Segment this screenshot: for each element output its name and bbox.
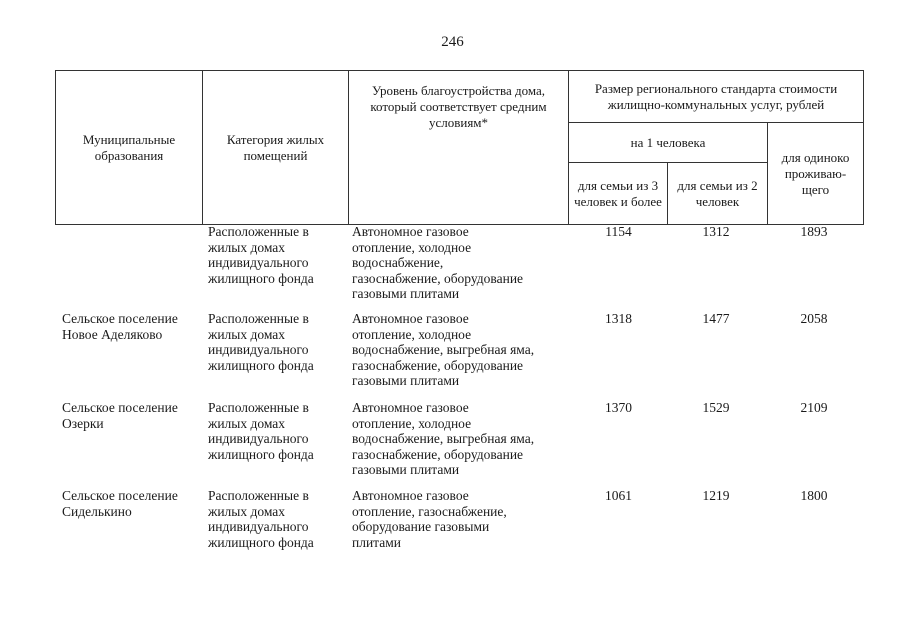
cell-category (208, 488, 343, 550)
cell-category-line: жилых домах (208, 239, 286, 255)
cell-category-line: индивидуального (208, 255, 309, 270)
cell-family3-value: 1061 (605, 488, 632, 503)
cell-level-line: отопление, холодное (352, 239, 472, 255)
cell-category-line: жилищного фонда (208, 446, 314, 462)
header-family3: для семьи из 3 человек и более (569, 163, 668, 225)
cell-level-line: плитами (352, 534, 402, 550)
cell-level (352, 224, 567, 302)
cell-level-line: газоснабжение, оборудование (352, 270, 524, 286)
header-municipality: Муниципальные образования (56, 71, 203, 225)
header-single: для одиноко проживаю-щего (768, 123, 864, 225)
cell-level-line: водоснабжение, выгребная яма, (352, 342, 535, 357)
cell-category-line: жилищного фонда (208, 357, 314, 373)
cell-single-value: 1893 (800, 224, 828, 239)
cell-family3-value: 1154 (605, 224, 632, 239)
table-row (55, 400, 865, 484)
cell-level-line: водоснабжение, выгребная яма, (352, 431, 535, 446)
cell-municipality-line: Озерки (62, 415, 104, 431)
cell-level-line: газовыми плитами (352, 286, 460, 301)
cell-category-line: Расположенные в (208, 224, 309, 239)
cell-level (352, 400, 567, 478)
table-header (55, 70, 864, 225)
cell-category-line: жилых домах (208, 415, 286, 431)
cell-family2-value: 1477 (702, 311, 730, 326)
table-row (55, 311, 865, 395)
cell-category-line: индивидуального (208, 519, 309, 534)
cell-municipality-line: Сельское поселение (62, 311, 178, 326)
cell-level-line: газовыми плитами (352, 373, 460, 388)
cell-level-line: отопление, холодное (352, 326, 472, 342)
cell-category-line: Расположенные в (208, 400, 309, 415)
header-per-person: на 1 человека (569, 123, 768, 163)
table-row (55, 224, 865, 306)
header-level: Уровень благоустройства дома, который соответствует средним условиям* (349, 71, 569, 225)
cell-category-line: жилищного фонда (208, 270, 314, 286)
cell-municipality (62, 400, 207, 431)
cell-single-value: 1800 (800, 488, 828, 503)
cell-level-line: Автономное газовое (352, 224, 469, 239)
cell-category (208, 311, 343, 373)
cell-single-value: 2109 (800, 400, 828, 415)
cell-level-line: Автономное газовое (352, 400, 469, 415)
page-number: 246 (441, 34, 464, 50)
cell-level-line: газовыми плитами (352, 462, 460, 477)
cell-municipality (62, 488, 207, 519)
cell-category-line: индивидуального (208, 342, 309, 357)
cell-family3-value: 1370 (605, 400, 632, 415)
cell-level-line: оборудование газовыми (352, 519, 490, 534)
header-category: Категория жилых помещений (203, 71, 349, 225)
cell-level-line: отопление, газоснабжение, (352, 503, 507, 519)
cell-category (208, 400, 343, 462)
cell-category-line: жилых домах (208, 326, 286, 342)
cell-family2-value: 1219 (702, 488, 730, 503)
cell-family2-value: 1312 (702, 224, 730, 239)
cell-municipality (62, 311, 207, 342)
cell-single-value: 2058 (800, 311, 828, 326)
cell-category-line: Расположенные в (208, 311, 309, 326)
cell-category-line: индивидуального (208, 431, 309, 446)
cell-family2-value: 1529 (702, 400, 730, 415)
cell-category-line: жилых домах (208, 503, 286, 519)
cell-level-line: газоснабжение, оборудование (352, 446, 524, 462)
cell-level (352, 311, 567, 389)
header-standard-size: Размер регионального стандарта стоимости жилищно-коммунальных услуг, рублей (569, 71, 864, 123)
cell-level-line: газоснабжение, оборудование (352, 357, 524, 373)
cell-level-line: водоснабжение, (352, 255, 444, 270)
cell-category-line: Расположенные в (208, 488, 309, 503)
table-row (55, 488, 865, 568)
cell-level-line: Автономное газовое (352, 488, 469, 503)
cell-family3-value: 1318 (605, 311, 632, 326)
cell-municipality-line: Сельское поселение (62, 400, 178, 415)
header-family2: для семьи из 2 человек (668, 163, 768, 225)
cell-level-line: отопление, холодное (352, 415, 472, 431)
cell-municipality-line: Новое Аделяково (62, 326, 163, 342)
cell-municipality-line: Сельское поселение (62, 488, 178, 503)
cell-municipality-line: Сиделькино (62, 503, 132, 519)
cell-level-line: Автономное газовое (352, 311, 469, 326)
cell-category-line: жилищного фонда (208, 534, 314, 550)
cell-level (352, 488, 567, 550)
cell-category (208, 224, 343, 286)
